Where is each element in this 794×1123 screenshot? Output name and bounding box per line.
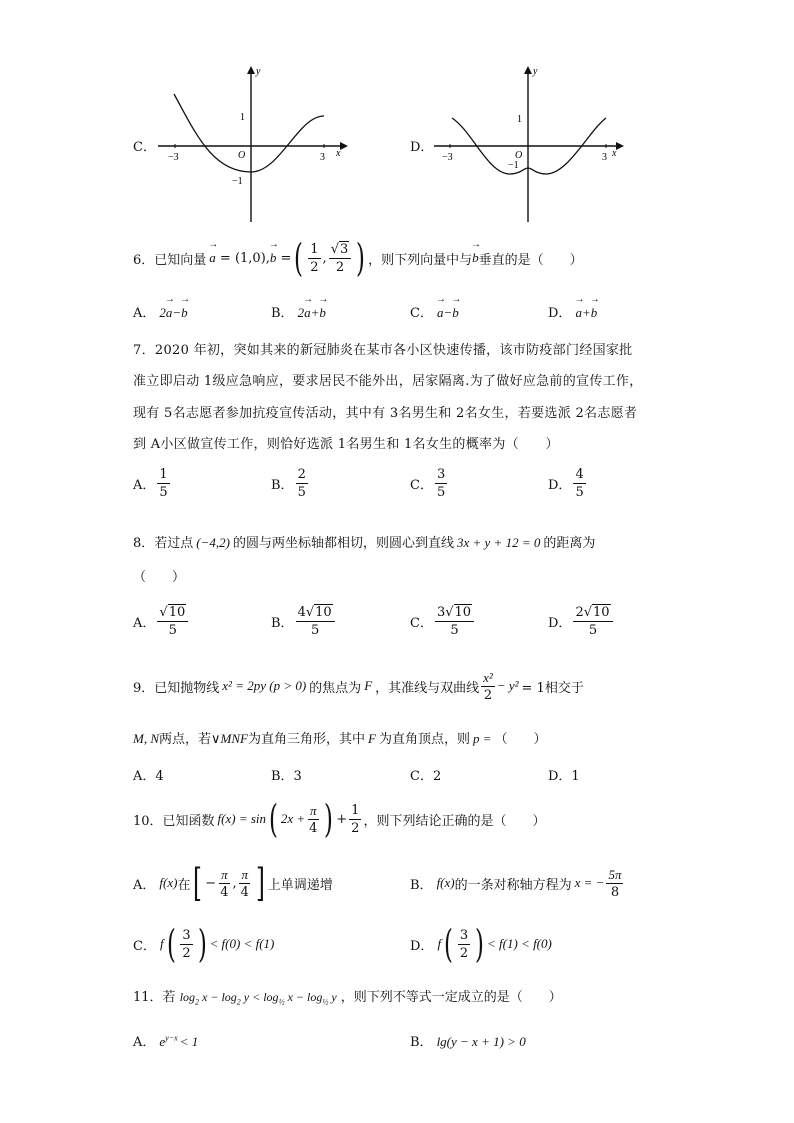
graph-c-y1: 1 bbox=[240, 112, 245, 123]
q8-option-c[interactable]: C． $\frac{3√10}{5}$ bbox=[410, 604, 476, 639]
q7-option-c[interactable]: C． $\frac{3}{5}$ bbox=[410, 467, 446, 500]
question-9-line1: 9．已知抛物线 x² = 2py (p > 0) 的焦点为 F ，其准线与双曲线 $\frac{\text{x²}}{2}$ − y² = 1相交于 bbox=[133, 669, 584, 703]
q10-option-c[interactable]: C． f ( $\frac{3}{2}$ ) < f(0) < f(1) bbox=[133, 922, 275, 966]
q9-option-b[interactable]: B．3 bbox=[271, 769, 302, 784]
q7-line-2: 准立即启动 1级应急响应，要求居民不能外出，居家隔离.为了做好应急前的宣传工作， bbox=[133, 374, 643, 389]
q6-vector-a: → a = (1,0),→ b = bbox=[209, 250, 291, 266]
q7-option-d[interactable]: D． $\frac{4}{5}$ bbox=[548, 467, 584, 500]
q10-option-b[interactable]: B． f(x) 的一条对称轴方程为 x = − $\frac{5\pi}{8}$ bbox=[410, 866, 622, 900]
q7-option-b[interactable]: B． $\frac{2}{5}$ bbox=[271, 467, 306, 500]
graph-c-xm3: −3 bbox=[168, 152, 179, 163]
graph-d-x3: 3 bbox=[602, 152, 607, 163]
q11-option-a[interactable]: A． $e^{y-x} < 1$ bbox=[133, 1033, 199, 1050]
q6-option-b[interactable]: B． 2→ a+→ b bbox=[271, 302, 326, 321]
option-d-label: D． bbox=[410, 140, 434, 155]
graph-d-origin: O bbox=[515, 150, 523, 161]
question-6: 6． 已知向量 → a = (1,0),→ b = ( $\frac{1}{2}$ , $\frac{√3}{2}$ ) ，则下列向量中与 → b 垂直的是（ ） bbox=[133, 236, 583, 280]
graph-d-y1: 1 bbox=[517, 114, 522, 125]
q10-option-d[interactable]: D． f ( $\frac{3}{2}$ ) < f(1) < f(0) bbox=[410, 922, 552, 966]
graph-d bbox=[428, 62, 628, 227]
q6-option-d[interactable]: D．→ a+→ b bbox=[548, 302, 597, 321]
q6-text-pre: 6． bbox=[133, 252, 155, 268]
question-9-line2: M, N两点，若∨MNF为直角三角形，其中 F 为直角顶点，则 p = （ ） bbox=[133, 731, 547, 747]
question-10: 10．已知函数 f(x) = sin ( 2x + $\frac{\pi}{4}$ ) + $\frac{1}{2}$ ，则下列结论正确的是（ ） bbox=[133, 797, 546, 841]
graph-c-x-label: x bbox=[336, 148, 341, 159]
q9-option-a[interactable]: A．4 bbox=[133, 769, 164, 784]
q6-text-post: ，则下列向量中与 bbox=[368, 252, 473, 268]
q8-option-a[interactable]: A． $\frac{√10}{5}$ bbox=[133, 604, 190, 639]
graph-d-x-label: x bbox=[612, 148, 617, 159]
q6-option-c[interactable]: C．→ a−→ b bbox=[410, 302, 459, 321]
q6-option-a[interactable]: A． 2→ a−→ b bbox=[133, 302, 188, 321]
graph-c-origin: O bbox=[238, 150, 246, 161]
q6-text-pre2: 已知向量 bbox=[154, 252, 207, 268]
graph-c-ym1: −1 bbox=[232, 176, 243, 187]
q7-line-3: 现有 5名志愿者参加抗疫宣传活动，其中有 3名男生和 2名女生，若要选派 2名志愿者 bbox=[133, 406, 638, 421]
question-8-line1: 8．若过点 (−4,2) 的圆与两坐标轴都相切，则圆心到直线 3x + y + 12 = 0 的距离为 bbox=[133, 535, 596, 551]
q8-option-b[interactable]: B． $\frac{4√10}{5}$ bbox=[271, 604, 337, 639]
graph-c bbox=[150, 62, 350, 227]
graph-c-x3: 3 bbox=[320, 152, 325, 163]
graph-d-xm3: −3 bbox=[442, 152, 453, 163]
graph-d-ym1: −1 bbox=[508, 160, 519, 171]
q10-option-a[interactable]: A． f(x) 在 [ − $\frac{\pi}{4}$ , $\frac{\pi}{4}$ ] 上单调递增 bbox=[133, 861, 333, 905]
q7-option-a[interactable]: A． $\frac{1}{5}$ bbox=[133, 467, 168, 500]
option-c-label: C． bbox=[133, 140, 156, 155]
q9-option-c[interactable]: C．2 bbox=[410, 769, 442, 784]
q7-line-1: 7．2020 年初，突如其来的新冠肺炎在某市各小区快速传播，该市防疫部门经国家批 bbox=[133, 343, 633, 358]
q11-option-b[interactable]: B． lg(y − x + 1) > 0 bbox=[410, 1034, 526, 1050]
q6-text-post2: 垂直的是（ ） bbox=[478, 252, 583, 268]
q9-option-d[interactable]: D．1 bbox=[548, 769, 580, 784]
graph-d-y-label: y bbox=[533, 66, 538, 77]
question-8-line2: （ ） bbox=[133, 570, 186, 585]
graph-c-y-label: y bbox=[256, 66, 261, 77]
q7-line-4: 到 A小区做宣传工作，则恰好选派 1名男生和 1名女生的概率为（ ） bbox=[133, 437, 559, 452]
q8-option-d[interactable]: D． $\frac{2√10}{5}$ bbox=[548, 604, 615, 639]
question-11: 11．若 $\log_2 x - \log_2 y < \log_{\frac{1}{2}} x - \log_{\frac{1}{2}} y$ ，则下列不等式一定成立的是（ ） bbox=[133, 990, 562, 1007]
